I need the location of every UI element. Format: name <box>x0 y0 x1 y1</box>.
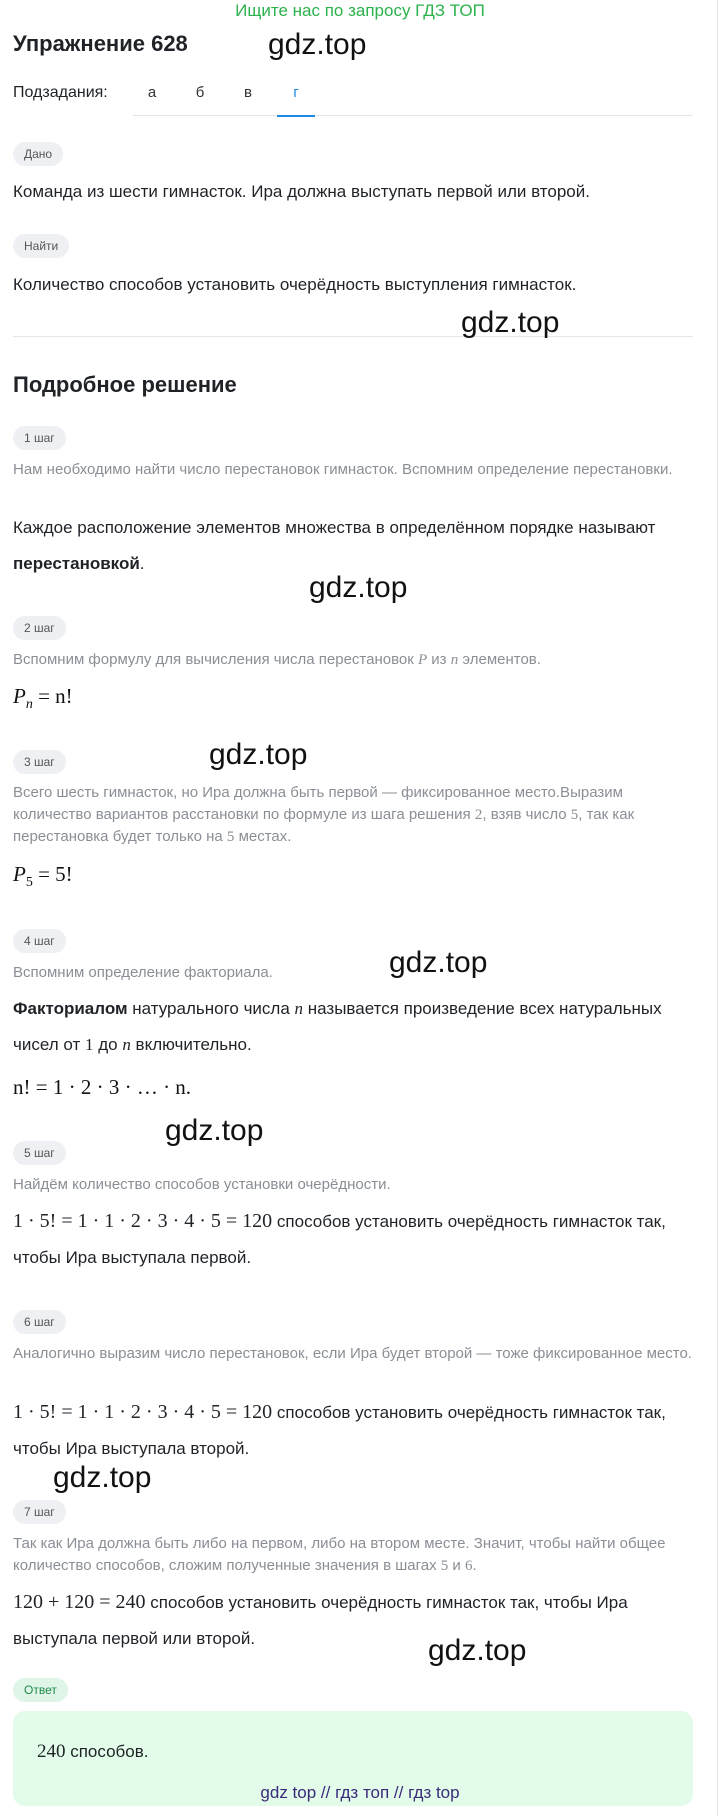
step-6-hint: Аналогично выразим число перестановок, если Ира будет второй — тоже фиксированное место. <box>13 1345 692 1362</box>
step-4-hint: Вспомним определение факториала. <box>13 964 273 981</box>
watermark-5: gdz.top <box>389 946 488 979</box>
find-text: Количество способов установить очерёдность выступления гимнасток. <box>13 275 577 294</box>
step-2-formula: $P_n = n$! <box>13 684 73 713</box>
watermark-8: gdz.top <box>428 1634 527 1667</box>
step-2-badge: 2 шаг <box>13 616 66 640</box>
answer-badge: Ответ <box>13 1678 68 1702</box>
step-7-badge: 7 шаг <box>13 1500 66 1524</box>
given-text: Команда из шести гимнасток. Ира должна выступать первой или второй. <box>13 182 590 201</box>
step-1-text: Каждое расположение элементов множества в определённом порядке называют перестановкой. <box>13 518 656 573</box>
tab-g[interactable]: г <box>277 84 315 117</box>
tab-b[interactable]: б <box>195 84 205 101</box>
watermark-3: gdz.top <box>309 571 408 604</box>
step-2-hint: Вспомним формулу для вычисления числа перестановок P из n элементов. <box>13 651 541 668</box>
solution-title: Подробное решение <box>13 372 237 397</box>
step-7-text: 120 + 120 = 240 способов установить очерёдность гимнасток так, чтобы Ира выступала первой или второй. <box>13 1591 628 1648</box>
step-3-formula: $P_5 = 5$! <box>13 862 73 891</box>
watermark-2: gdz.top <box>461 306 560 339</box>
step-7-hint: Так как Ира должна быть либо на первом, либо на втором месте. Значит, чтобы найти общее количество способов, сложим полученные значения в шагах 5 и 6. <box>13 1535 666 1574</box>
step-5-badge: 5 шаг <box>13 1141 66 1165</box>
step-4-text: Факториалом натурального числа n называется произведение всех натуральных чисел от 1 до n включительно. <box>13 999 662 1054</box>
watermark-4: gdz.top <box>209 738 308 771</box>
step-6-text: 1 · 5! = 1 · 1 · 2 · 3 · 4 · 5 = 120 способов установить очерёдность гимнасток так, чтобы Ира выступала второй. <box>13 1401 666 1458</box>
step-1-badge: 1 шаг <box>13 426 66 450</box>
subtask-tabs <box>133 84 693 116</box>
step-6-badge: 6 шаг <box>13 1310 66 1334</box>
page-edge-rule <box>717 0 718 1816</box>
subtasks-label: Подзадания: <box>13 84 108 101</box>
step-5-text: 1 · 5! = 1 · 1 · 2 · 3 · 4 · 5 = 120 способов установить очерёдность гимнасток так, чтобы Ира выступала первой. <box>13 1210 666 1267</box>
step-3-hint: Всего шесть гимнасток, но Ира должна быть первой — фиксированное место.Выразим количество вариантов расстановки по формуле из шага решения 2, взяв число 5, так как перестановка будет только на 5 местах. <box>13 784 635 845</box>
given-badge: Дано <box>13 142 63 166</box>
watermark-1: gdz.top <box>268 28 367 61</box>
step-4-formula: n! = 1 · 2 · 3 · … · n. <box>13 1075 192 1099</box>
step-5-hint: Найдём количество способов установки очерёдности. <box>13 1176 391 1193</box>
tab-v[interactable]: в <box>244 84 252 101</box>
find-badge: Найти <box>13 234 69 258</box>
answer-text: 240 способов. <box>37 1741 149 1762</box>
watermark-7: gdz.top <box>53 1461 152 1494</box>
step-3-badge: 3 шаг <box>13 750 66 774</box>
section-divider <box>13 336 693 337</box>
tab-a[interactable]: а <box>147 84 157 101</box>
step-1-hint: Нам необходимо найти число перестановок гимнасток. Вспомним определение перестановки. <box>13 461 673 478</box>
watermark-6: gdz.top <box>165 1114 264 1147</box>
page-title: Упражнение 628 <box>13 31 188 56</box>
footer-links[interactable]: gdz top // гдз топ // гдз top <box>260 1783 460 1802</box>
step-4-badge: 4 шаг <box>13 929 66 953</box>
top-banner[interactable]: Ищите нас по запросу ГДЗ ТОП <box>235 1 485 20</box>
